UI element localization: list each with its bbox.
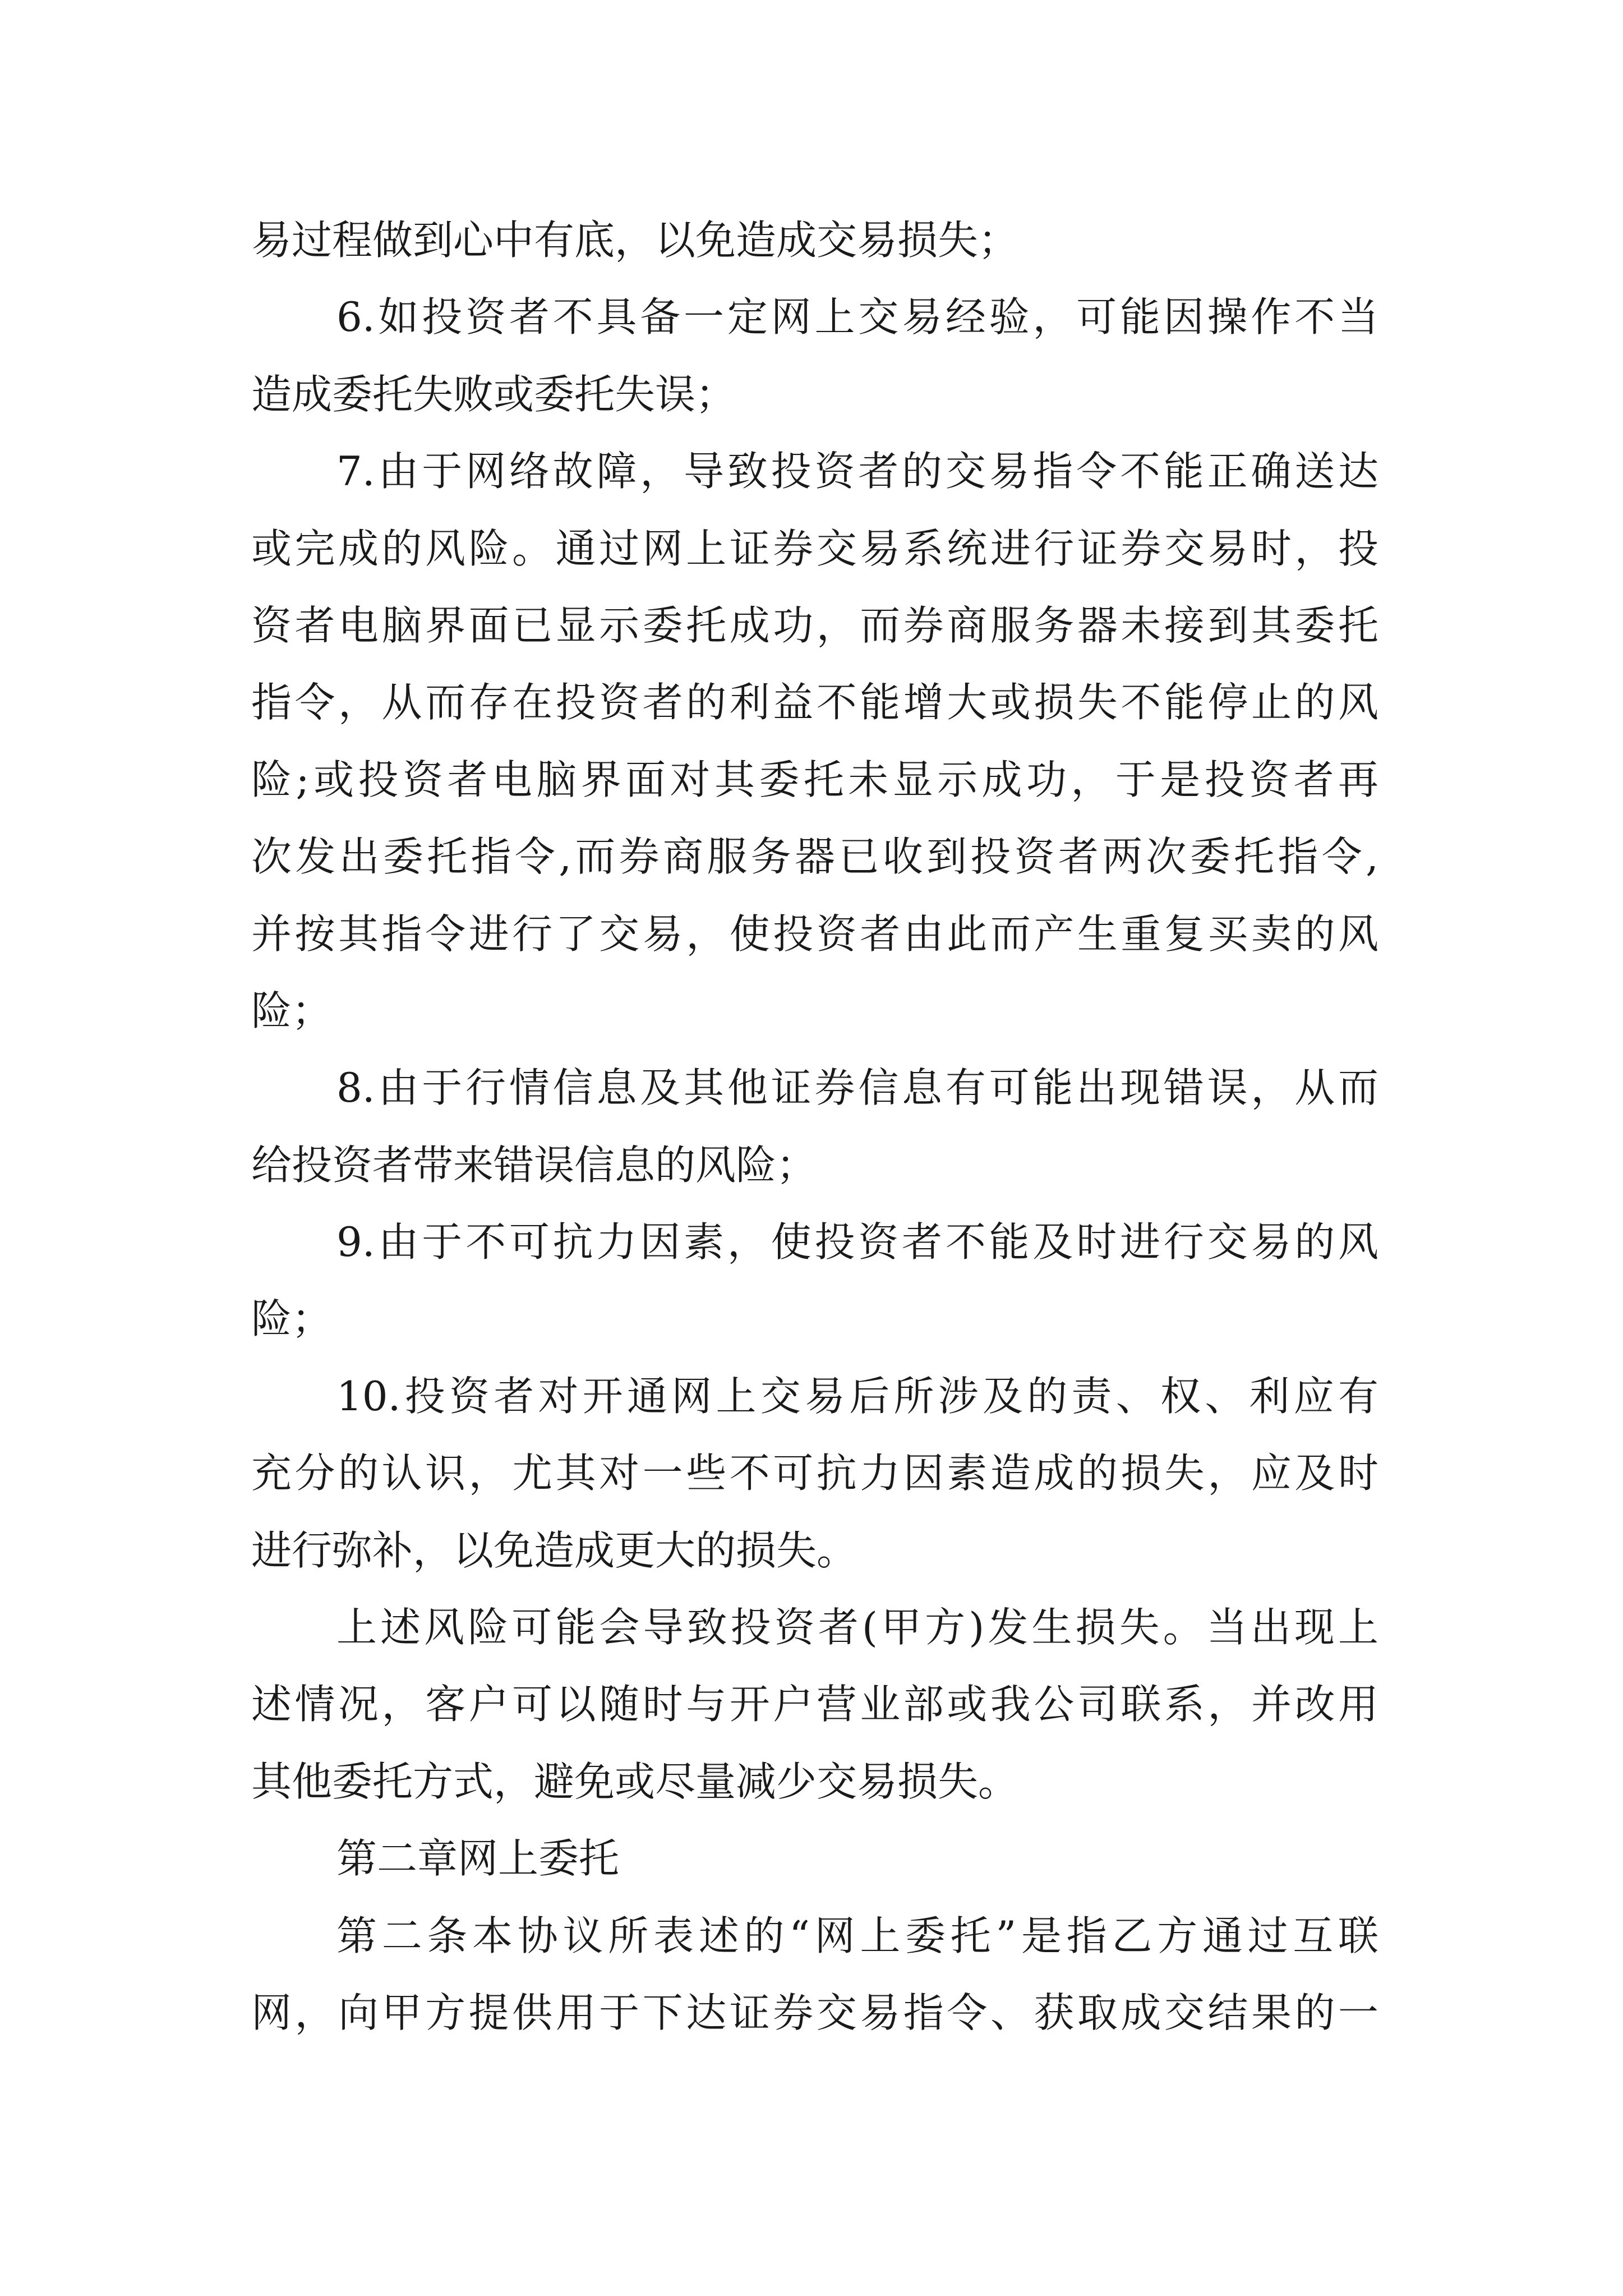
paragraph-article-2 [251,1898,1378,2052]
text-line: 10.投资者对开通网上交易后所涉及的责、权、利应有 [336,1372,1378,1420]
text-line: 其他委托方式，避免或尽量减少交易损失。 [251,1757,1019,1805]
paragraph-item-6 [251,279,1378,433]
text-line: 次发出委托指令,而券商服务器已收到投资者两次委托指令, [251,833,1378,881]
text-line: 网，向甲方提供用于下达证券交易指令、获取成交结果的一 [251,1989,1378,2036]
text-line: 第二章网上委托 [336,1835,620,1883]
text-line: 述情况，客户可以随时与开户营业部或我公司联系，并改用 [251,1681,1378,1728]
text-line: 8.由于行情信息及其他证券信息有可能出现错误，从而 [336,1064,1378,1112]
paragraph-item-10 [251,1358,1378,1589]
text-line: 上述风险可能会导致投资者(甲方)发生损失。当出现上 [336,1604,1378,1651]
text-line: 7.由于网络故障，导致投资者的交易指令不能正确送达 [336,448,1378,495]
text-line: 6.如投资者不具备一定网上交易经验，可能因操作不当 [336,293,1378,341]
text-line: 充分的认识，尤其对一些不可抗力因素造成的损失，应及时 [251,1450,1378,1497]
text-line: 进行弥补，以免造成更大的损失。 [251,1526,857,1574]
paragraph-risk-summary [251,1589,1378,1820]
paragraph-item-7 [251,433,1378,1050]
text-line: 或完成的风险。通过网上证券交易系统进行证券交易时，投 [251,524,1378,572]
paragraph-item-8 [251,1050,1378,1204]
text-line: 险； [251,987,333,1034]
text-line: 并按其指令进行了交易，使投资者由此而产生重复买卖的风 [251,910,1378,958]
text-line: 第二条本协议所表述的“网上委托”是指乙方通过互联 [336,1912,1378,1959]
text-line: 险； [251,1295,333,1343]
text-line: 9.由于不可抗力因素，使投资者不能及时进行交易的风 [336,1218,1378,1266]
chapter-heading [251,1820,1378,1897]
document-body [251,202,1378,2051]
text-line: 险;或投资者电脑界面对其委托未显示成功，于是投资者再 [251,756,1378,803]
text-line: 资者电脑界面已显示委托成功，而券商服务器未接到其委托 [251,601,1378,649]
text-line: 给投资者带来错误信息的风险； [251,1141,817,1189]
text-line: 易过程做到心中有底，以免造成交易损失； [251,217,1019,264]
text-line: 造成委托失败或委托失误； [251,370,736,418]
paragraph-item-9 [251,1204,1378,1358]
paragraph-item-5-continuation [251,202,1378,279]
text-line: 指令，从而存在投资者的利益不能增大或损失不能停止的风 [251,679,1378,726]
